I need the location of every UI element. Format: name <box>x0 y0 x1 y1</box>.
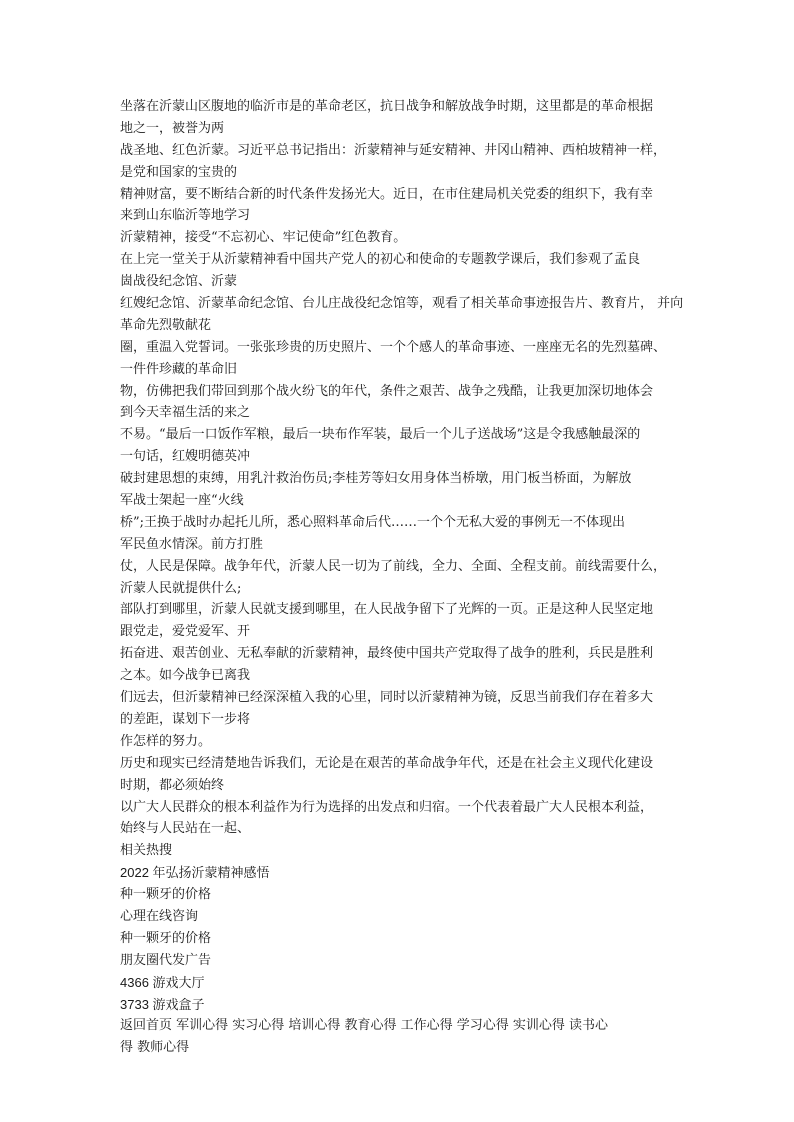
paragraph-line: 到今天幸福生活的来之 <box>120 405 251 421</box>
related-link[interactable]: 种一颗牙的价格 <box>120 930 212 946</box>
paragraph-line: 精神财富，要不断结合新的时代条件发扬光大。近日，在市住建局机关党委的组织下，我有幸 <box>120 186 654 202</box>
document-page <box>120 96 684 1059</box>
paragraph-line: 时期，都必须始终 <box>120 777 225 793</box>
paragraph-line: 地之一，被誉为两 <box>120 120 225 136</box>
paragraph-line: 历史和现实已经清楚地告诉我们，无论是在艰苦的革命战争年代，还是在社会主义现代化建设 <box>120 755 654 771</box>
footer-nav-line-1[interactable]: 返回首页 军训心得 实习心得 培训心得 教育心得 工作心得 学习心得 实训心得 读书心 <box>120 1018 609 1034</box>
paragraph-line: 物，仿佛把我们带回到那个战火纷飞的年代，条件之艰苦、战争之残酷，让我更加深切地体会 <box>120 383 654 399</box>
paragraph-line: 始终与人民站在一起、 <box>120 821 251 837</box>
paragraph-line: 战圣地、红色沂蒙。习近平总书记指出：沂蒙精神与延安精神、井冈山精神、西柏坡精神一样， <box>120 142 667 158</box>
paragraph-line: 坐落在沂蒙山区腹地的临沂市是的革命老区，抗日战争和解放战争时期，这里都是的革命根据 <box>120 99 654 114</box>
paragraph-line: 来到山东临沂等地学习 <box>120 208 251 224</box>
paragraph-line: 拓奋进、艰苦创业、无私奉献的沂蒙精神，最终使中国共产党取得了战争的胜利，兵民是胜利 <box>120 646 654 662</box>
paragraph-line: 以广大人民群众的根本利益作为行为选择的出发点和归宿。一个代表着最广大人民根本利益， <box>120 799 654 815</box>
related-link[interactable]: 3733 游戏盒子 <box>120 996 205 1012</box>
paragraph-line: 崮战役纪念馆、沂蒙 <box>120 274 238 290</box>
paragraph-line: 桥”;王换于战时办起托儿所，悉心照料革命后代……一个个无私大爱的事例无一不体现出 <box>120 514 626 530</box>
related-link[interactable]: 心理在线咨询 <box>120 908 199 924</box>
related-list <box>120 862 680 1015</box>
article-body <box>120 96 684 840</box>
paragraph-line: 们远去，但沂蒙精神已经深深植入我的心里，同时以沂蒙精神为镜，反思当前我们存在着多大 <box>120 690 654 706</box>
paragraph-line: 军战士架起一座“火线 <box>120 493 244 509</box>
related-link[interactable]: 2022 年弘扬沂蒙精神感悟 <box>120 865 270 881</box>
paragraph-line: 是党和国家的宝贵的 <box>120 164 238 180</box>
paragraph-line: 仗，人民是保障。战争年代，沂蒙人民一切为了前线，全力、全面、全程支前。前线需要什么， <box>120 558 667 574</box>
paragraph-line: 破封建思想的束缚，用乳汁救治伤员;李桂芳等妇女用身体当桥墩，用门板当桥面，为解放 <box>120 471 632 487</box>
paragraph-line: 在上完一堂关于从沂蒙精神看中国共产党人的初心和使命的专题教学课后，我们参观了孟良 <box>120 252 641 268</box>
paragraph-line: 沂蒙人民就提供什么; <box>120 580 242 596</box>
related-link[interactable]: 朋友圈代发广告 <box>120 952 212 968</box>
paragraph-line: 军民鱼水情深。前方打胜 <box>120 536 264 552</box>
paragraph-line: 作怎样的努力。 <box>120 733 212 749</box>
paragraph-line: 圈，重温入党誓词。一张张珍贵的历史照片、一个个感人的革命事迹、一座座无名的先烈墓碑、 <box>120 339 667 355</box>
paragraph-line: 革命先烈敬献花 <box>120 317 212 333</box>
paragraph-line: 一句话，红嫂明德英冲 <box>120 449 251 465</box>
paragraph-line: 沂蒙精神，接受“不忘初心、牢记使命”红色教育。 <box>120 230 407 246</box>
paragraph-line: 的差距，谋划下一步将 <box>120 711 251 727</box>
footer-nav-line-2[interactable]: 得 教师心得 <box>120 1040 190 1056</box>
related-link[interactable]: 4366 游戏大厅 <box>120 974 205 990</box>
paragraph-line: 不易。“最后一口饭作军粮，最后一块布作军装，最后一个儿子送战场”这是令我感触最深的 <box>120 427 641 443</box>
paragraph-line: 部队打到哪里，沂蒙人民就支援到哪里，在人民战争留下了光辉的一页。正是这种人民坚定地 <box>120 602 654 618</box>
related-link[interactable]: 种一颗牙的价格 <box>120 887 212 903</box>
paragraph-line: 一件件珍藏的革命旧 <box>120 361 238 377</box>
paragraph-line: 之本。如今战争已离我 <box>120 668 251 684</box>
paragraph-line: 红嫂纪念馆、沂蒙革命纪念馆、台儿庄战役纪念馆等，观看了相关革命事迹报告片、教育片， 并向 <box>120 296 684 312</box>
related-heading: 相关热搜 <box>120 843 173 859</box>
paragraph-line: 跟党走，爱党爱军、开 <box>120 624 251 640</box>
